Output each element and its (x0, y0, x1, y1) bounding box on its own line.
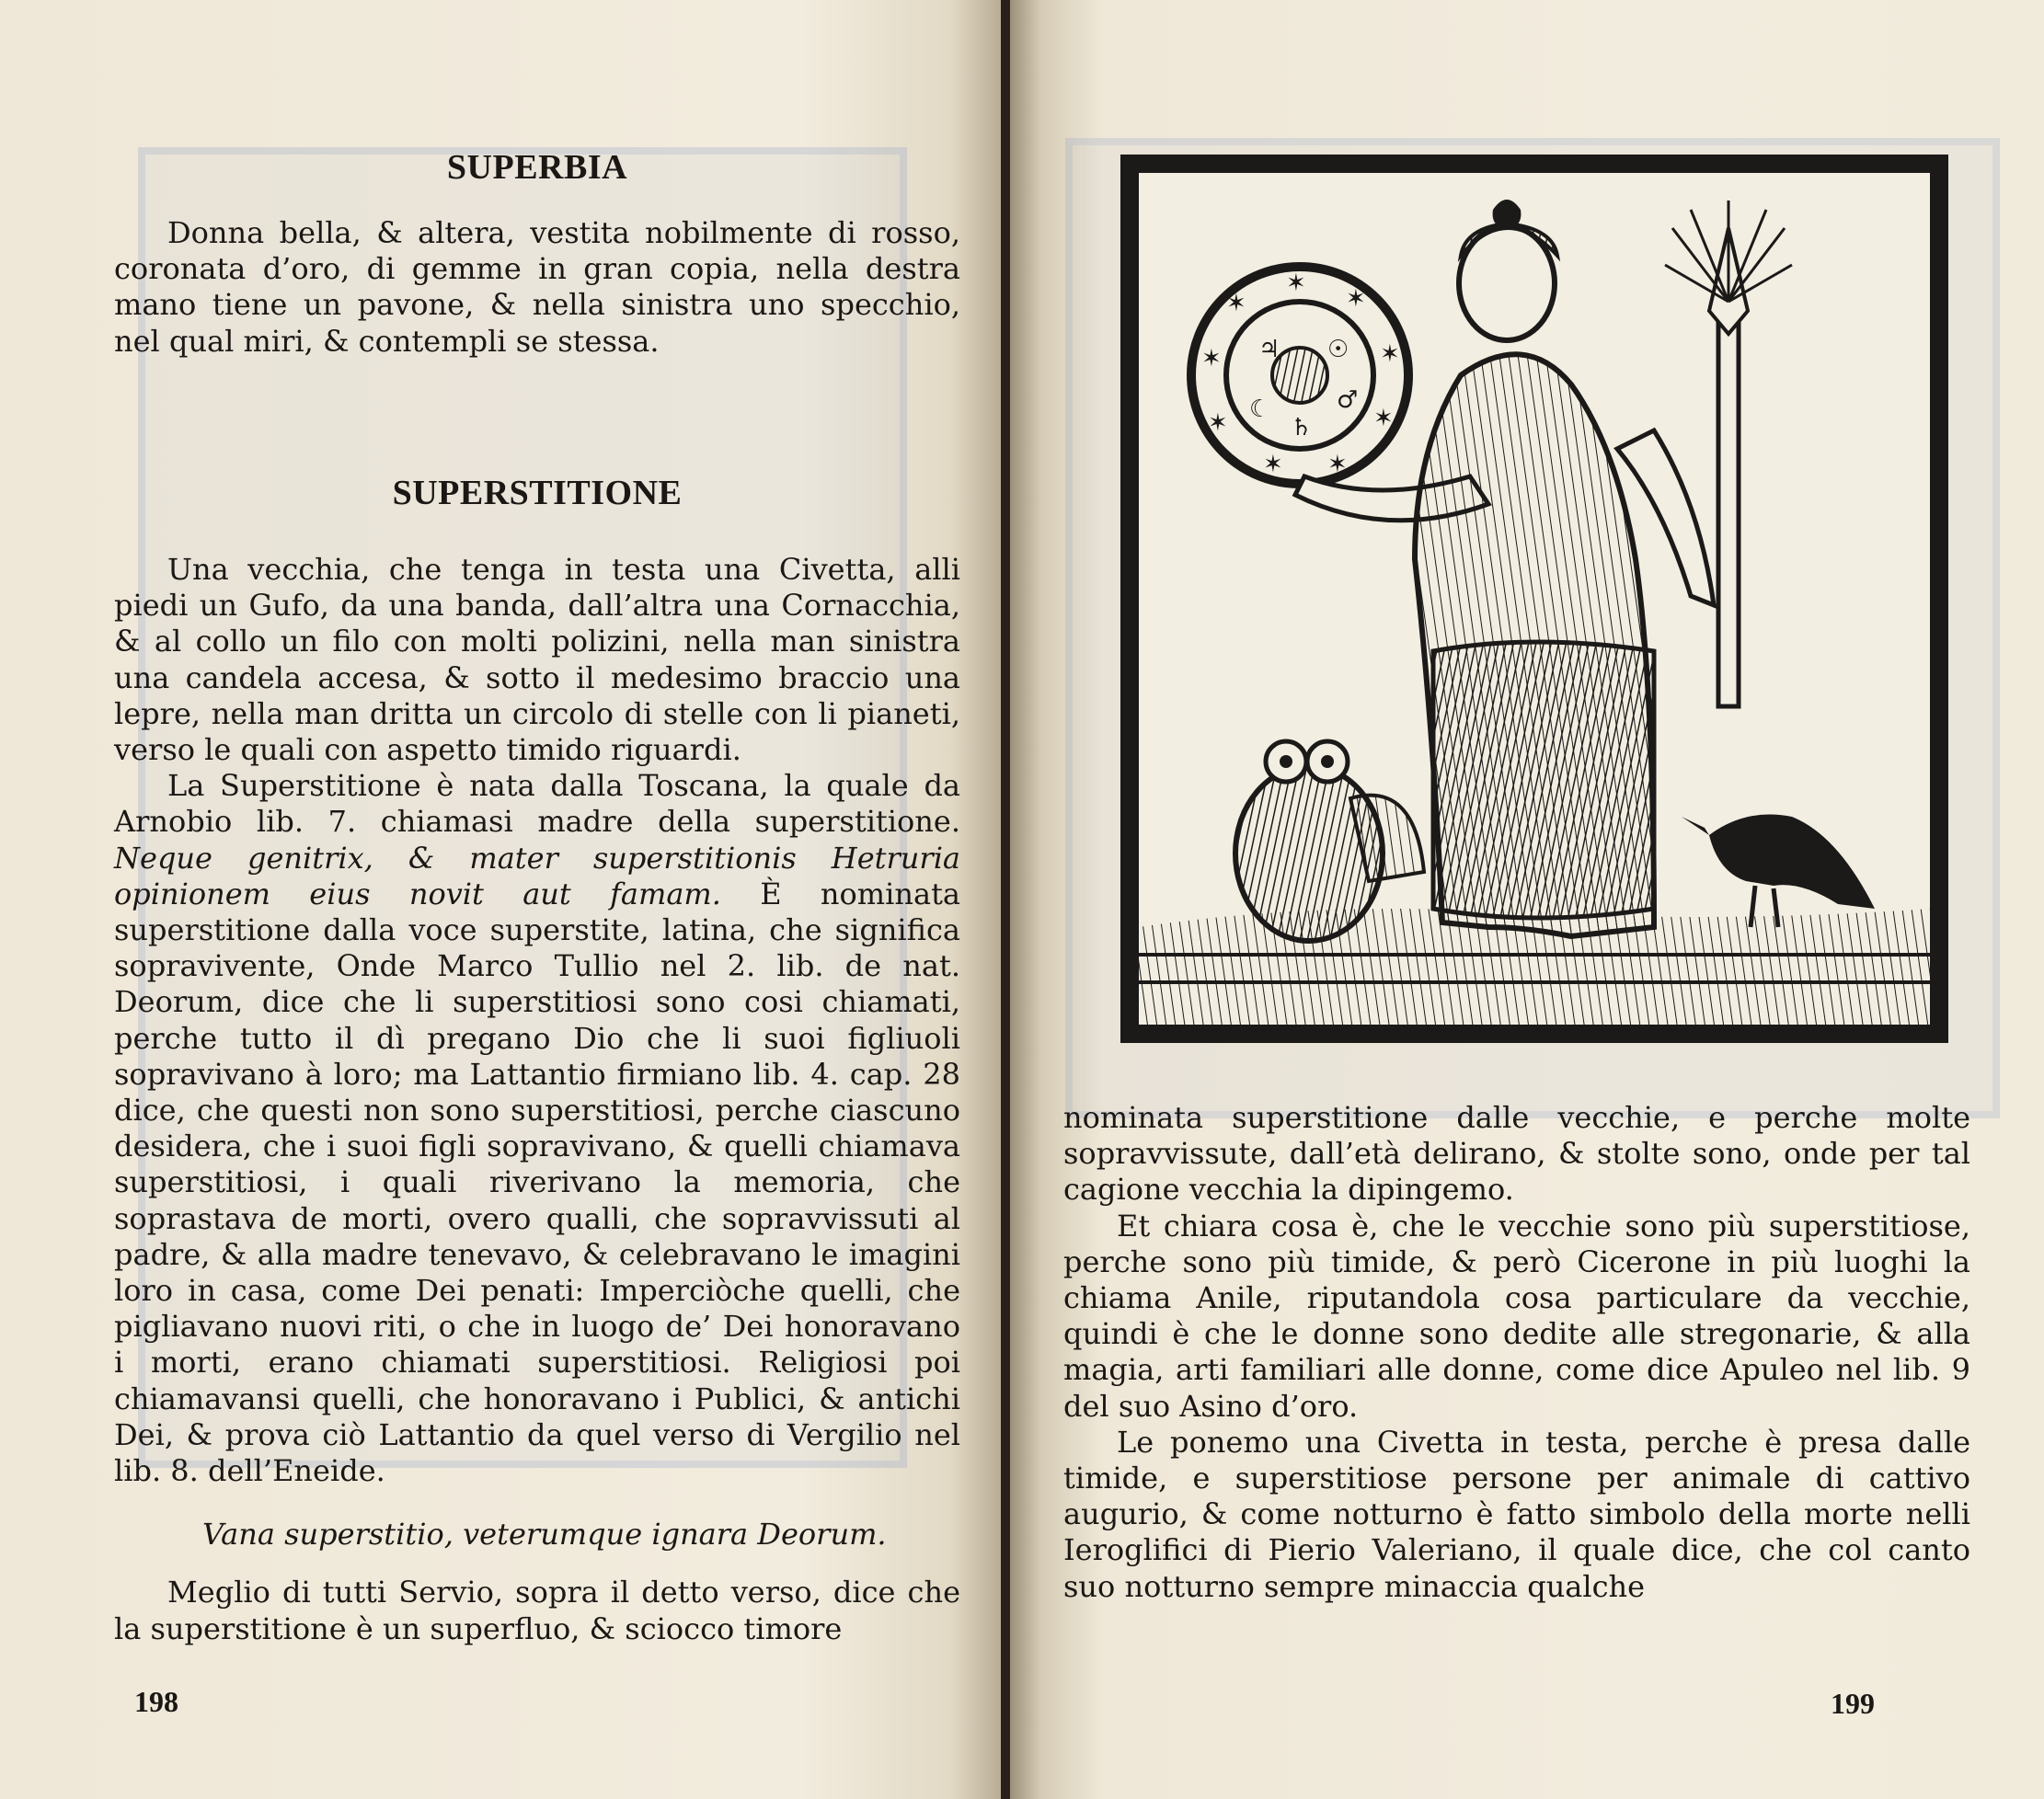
page-number-left: 198 (134, 1685, 178, 1718)
svg-text:♃: ♃ (1258, 336, 1280, 363)
superbia-title: SUPERBIA (446, 148, 628, 187)
superbia-section (114, 147, 960, 360)
svg-text:✶: ✶ (1226, 290, 1246, 317)
right-page (1010, 0, 2044, 1799)
left-page (0, 0, 1001, 1799)
woodcut-illustration (1120, 155, 1948, 1043)
superstitione-paragraph-1: Una vecchia, che tenga in testa una Civetta, alli piedi un Gufo, da una banda, dall’altra una Cornacchia, & al collo un filo con molti polizini, nella man sinistra una candela accesa, & sotto il medesimo braccio una lepre, nella man dritta un circolo di stelle con li pianeti, verso le quali con aspetto timido riguardi. (114, 552, 960, 768)
svg-text:✶: ✶ (1327, 451, 1348, 478)
svg-text:♂: ♂ (1337, 386, 1359, 414)
superstitione-section (114, 473, 960, 1647)
p2-end: È nominata superstitione dalla voce superstite, latina, che significa sopravivente, Onde Marco Tullio nel 2. lib. de nat. Deorum, dice che li superstitiosi sono cosi chiamati, perche tutto il dì pregano Dio che li suoi figliuoli sopravivano à loro; ma Lattantio firmiano lib. 4. cap. 28 dice, che questi non sono superstitiosi, perche ciascuno desidera, che i suoi figli sopravivano, & quelli chiamava superstitiosi, i quali riverivano la memoria, che soprastava de morti, overo qualli, che sopravvissuti al padre, & alla madre tenevavo, & celebravano le imagini loro in casa, come Dei penati: Imperciòche quelli, che pigliavano nuovi riti, o che in luogo de’ Dei honoravano i morti, erano chiamati superstitiosi. Religiosi poi chiamavansi quelli, che honoravano i Publici, & antichi Dei, & prova ciò Lattantio da quel verso di Vergilio nel lib. 8. dell’Eneide. (114, 876, 961, 1489)
svg-text:✶: ✶ (1201, 345, 1222, 372)
p2-start: La Superstitione è nata dalla Toscana, la quale da Arnobio lib. 7. chiamasi madre della superstitione. (114, 768, 960, 840)
svg-text:♄: ♄ (1291, 414, 1313, 441)
svg-text:☾: ☾ (1249, 395, 1271, 423)
svg-text:✶: ✶ (1263, 451, 1283, 478)
svg-text:✶: ✶ (1346, 285, 1366, 313)
right-paragraph-3: Le ponemo una Civetta in testa, perche è presa dalle timide, e superstitiose persone per animale di cattivo augurio, & come notturno è fatto simbolo della morte nelli Ieroglifici di Pierio Valeriano, il quale dice, che col canto suo notturno sempre minaccia qualche (1063, 1424, 1970, 1604)
svg-text:✶: ✶ (1373, 405, 1394, 432)
superstitione-paragraph-3: Meglio di tutti Servio, sopra il detto verso, dice che la superstitione è un superfluo, & sciocco timore (114, 1575, 960, 1646)
latin-quote: Neque genitrix, & mater superstitionis Hetruria opinionem eius novit aut famam. (114, 840, 960, 911)
woodcut-illustration-icon (1139, 173, 1930, 1025)
svg-text:✶: ✶ (1286, 269, 1306, 297)
svg-text:✶: ✶ (1380, 340, 1400, 368)
page-number-right: 199 (1831, 1687, 1875, 1720)
svg-text:✶: ✶ (1208, 409, 1228, 437)
superstitione-title: SUPERSTITIONE (392, 474, 683, 512)
svg-text:☉: ☉ (1327, 336, 1349, 363)
right-page-text (1063, 1100, 1970, 1605)
verse-quote: Vana superstitio, veterumque ignara Deorum. (202, 1517, 887, 1553)
superstitione-paragraph-2 (114, 768, 960, 1489)
superbia-text: Donna bella, & altera, vestita nobilmente di rosso, coronata d’oro, di gemme in gran copia, nella destra mano tiene un pavone, & nella sinistra uno specchio, nel qual miri, & contempli se stessa. (114, 215, 960, 359)
right-paragraph-1: nominata superstitione dalle vecchie, e perche molte sopravvissute, dall’età delirano, & stolte sono, onde per tal cagione vecchia la dipingemo. (1063, 1100, 1970, 1208)
right-paragraph-2: Et chiara cosa è, che le vecchie sono più superstitiose, perche sono più timide, & però Cicerone in più luoghi la chiama Anile, riputandola cosa particulare da vecchie, quindi è che le donne sono dedite alle stregonarie, & alla magia, arti familiari alle donne, come dice Apuleo nel lib. 9 del suo Asino d’oro. (1063, 1208, 1970, 1424)
